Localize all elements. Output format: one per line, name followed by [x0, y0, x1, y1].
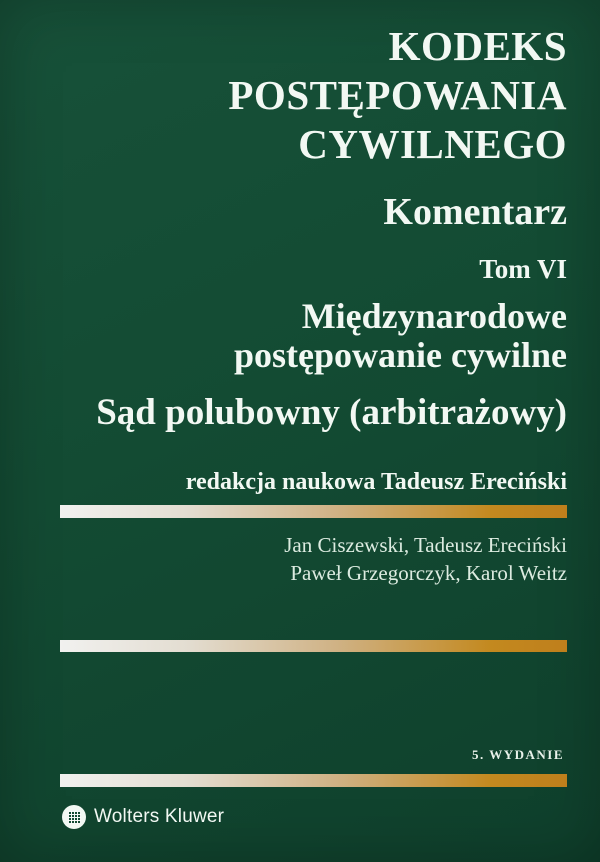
- publisher-name: Wolters Kluwer: [94, 806, 225, 827]
- book-title-line-2: POSTĘPOWANIA: [228, 72, 567, 118]
- wolters-kluwer-logo-icon: [62, 805, 86, 829]
- book-title: [228, 22, 567, 169]
- volume-number: Tom VI: [479, 254, 567, 284]
- book-title-line-3: CYWILNEGO: [298, 121, 567, 167]
- scientific-editor: redakcja naukowa Tadeusz Ereciński: [185, 469, 567, 495]
- authors-line-2: Paweł Grzegorczyk, Karol Weitz: [290, 561, 567, 585]
- gradient-divider-bar-bottom: [60, 774, 567, 787]
- topic-title-line-2: postępowanie cywilne: [234, 335, 567, 375]
- book-subtitle: Komentarz: [383, 191, 567, 233]
- publisher-logo: [62, 805, 224, 829]
- gradient-divider-bar-middle: [60, 640, 567, 652]
- authors-line-1: Jan Ciszewski, Tadeusz Ereciński: [284, 533, 567, 557]
- wolters-kluwer-logo-grid-icon: [68, 811, 81, 824]
- book-title-line-1: KODEKS: [388, 23, 567, 69]
- topic-title-line-1: Międzynarodowe: [301, 296, 567, 336]
- topic-title-secondary: Sąd polubowny (arbitrażowy): [96, 392, 567, 433]
- authors-list: [284, 531, 567, 587]
- topic-title: [234, 297, 567, 375]
- gradient-divider-bar-top: [60, 505, 567, 518]
- edition-label: 5. WYDANIE: [471, 747, 564, 762]
